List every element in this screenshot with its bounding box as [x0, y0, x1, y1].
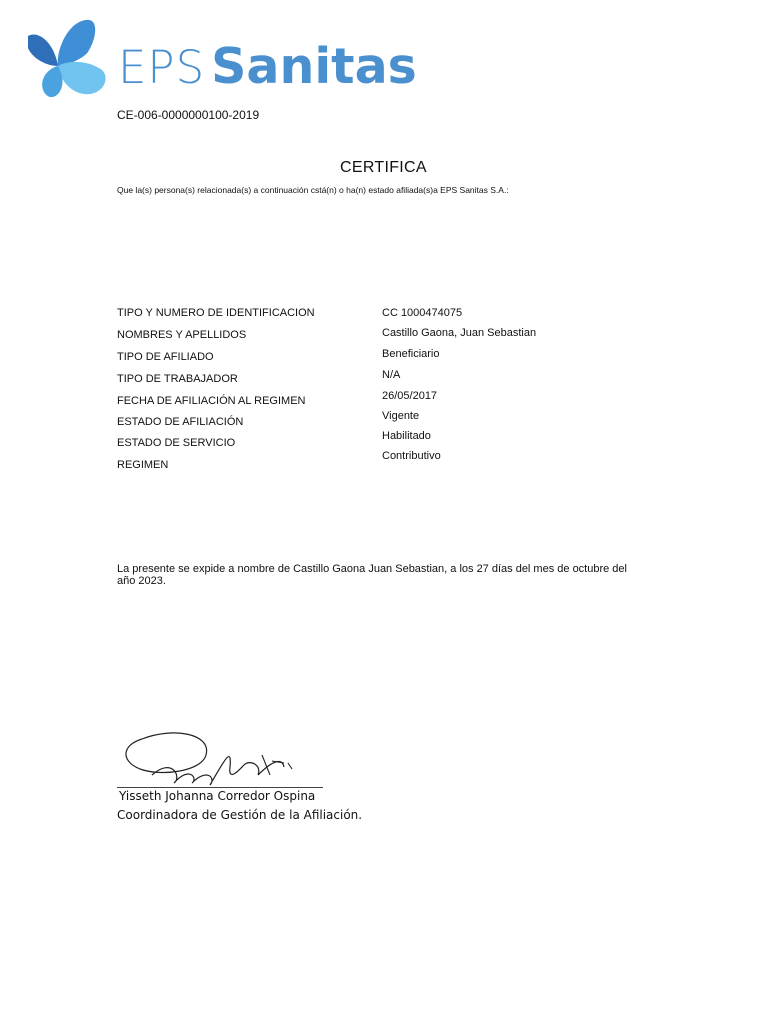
- closing-statement: La presente se expide a nombre de Castillo Gaona Juan Sebastian, a los 27 días del mes de octubre del año 2023.: [117, 563, 627, 587]
- butterfly-logo-icon: [24, 16, 114, 102]
- label-fecha-afiliacion: FECHA DE AFILIACIÓN AL REGIMEN: [117, 395, 306, 407]
- signature-line: [117, 787, 323, 788]
- certificate-code: CE-006-0000000100-2019: [117, 108, 260, 122]
- brand-eps: EPS: [118, 41, 206, 94]
- value-regimen: Contributivo: [382, 450, 441, 462]
- label-estado-afiliacion: ESTADO DE AFILIACIÓN: [117, 416, 244, 428]
- brand-sanitas: Sanitas: [211, 38, 417, 95]
- label-nombres: NOMBRES Y APELLIDOS: [117, 329, 247, 341]
- label-tipo-afiliado: TIPO DE AFILIADO: [117, 351, 214, 363]
- signatory-role: Coordinadora de Gestión de la Afiliación.: [117, 808, 363, 822]
- label-regimen: REGIMEN: [117, 459, 169, 471]
- label-estado-servicio: ESTADO DE SERVICIO: [117, 437, 236, 449]
- value-tipo-trabajador: N/A: [382, 369, 401, 381]
- value-tipo-afiliado: Beneficiario: [382, 348, 440, 360]
- brand-wordmark: [118, 38, 417, 95]
- label-tipo-trabajador: TIPO DE TRABAJADOR: [117, 373, 238, 385]
- value-nombres: Castillo Gaona, Juan Sebastian: [382, 327, 537, 339]
- label-identificacion: TIPO Y NUMERO DE IDENTIFICACION: [117, 307, 315, 319]
- value-fecha-afiliacion: 26/05/2017: [382, 390, 438, 402]
- value-estado-afiliacion: Vigente: [382, 410, 420, 422]
- intro-text: Que la(s) persona(s) relacionada(s) a continuación cstá(n) o ha(n) estado afiliada(s)a EPS Sanitas S.A.:: [117, 185, 509, 195]
- value-identificacion: CC 1000474075: [382, 307, 463, 319]
- document-title: CERTIFICA: [340, 159, 427, 176]
- signatory-name: Yisseth Johanna Corredor Ospina: [119, 789, 316, 803]
- value-estado-servicio: Habilitado: [382, 430, 431, 442]
